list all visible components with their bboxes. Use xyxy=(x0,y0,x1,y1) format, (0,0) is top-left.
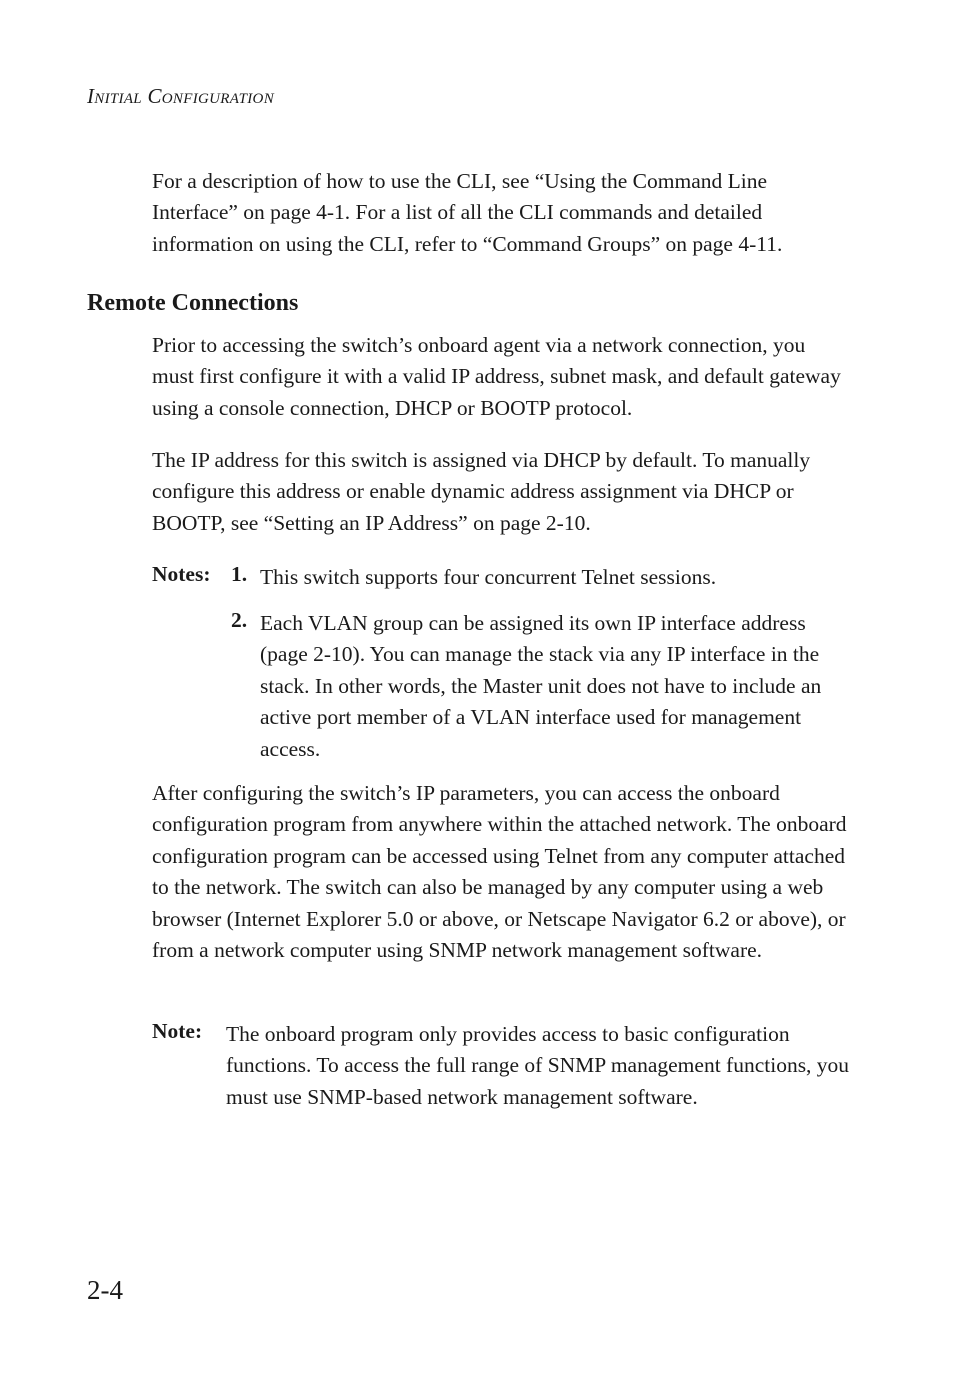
note-text-2: Each VLAN group can be assigned its own IP interface address (page 2-10). You can manage the stack via any IP interface in the stack. In other words, the Master unit does not have to include an active port member of a VLAN interface used for management access. xyxy=(260,611,822,761)
notes-label: Notes: xyxy=(152,562,211,586)
page-number: 2-4 xyxy=(87,1275,123,1305)
section-heading: Remote Connections xyxy=(87,290,299,316)
paragraph-remote-3: After configuring the switch’s IP parameters, you can access the onboard configuration program from anywhere within the attached network. The onboard configuration program can be accessed using Telnet from any computer attached to the network. The switch can also be managed by any computer using a web browser (Internet Explorer 5.0 or above, or Netscape Navigator 6.2 or above), or from a network computer using SNMP network management software. xyxy=(152,781,847,963)
running-head: Initial Configuration xyxy=(87,84,274,108)
note-text-1: This switch supports four concurrent Telnet sessions. xyxy=(260,565,717,589)
note-label: Note: xyxy=(152,1019,203,1043)
note-text: The onboard program only provides access to basic configuration functions. To access the full range of SNMP management functions, you must use SNMP-based network management software. xyxy=(226,1022,850,1109)
note-number-2: 2. xyxy=(231,608,248,632)
intro-paragraph: For a description of how to use the CLI, see “Using the Command Line Interface” on page 4-1. For a list of all the CLI commands and detailed information on using the CLI, refer to “Command Groups” on page 4-11. xyxy=(152,169,783,256)
paragraph-remote-1: Prior to accessing the switch’s onboard agent via a network connection, you must first configure it with a valid IP address, subnet mask, and default gateway using a console connection, DHCP or BOOTP protocol. xyxy=(152,333,841,420)
paragraph-remote-2: The IP address for this switch is assigned via DHCP by default. To manually configure this address or enable dynamic address assignment via DHCP or BOOTP, see “Setting an IP Address” on page 2-10. xyxy=(152,448,811,535)
note-number-1: 1. xyxy=(231,562,248,586)
